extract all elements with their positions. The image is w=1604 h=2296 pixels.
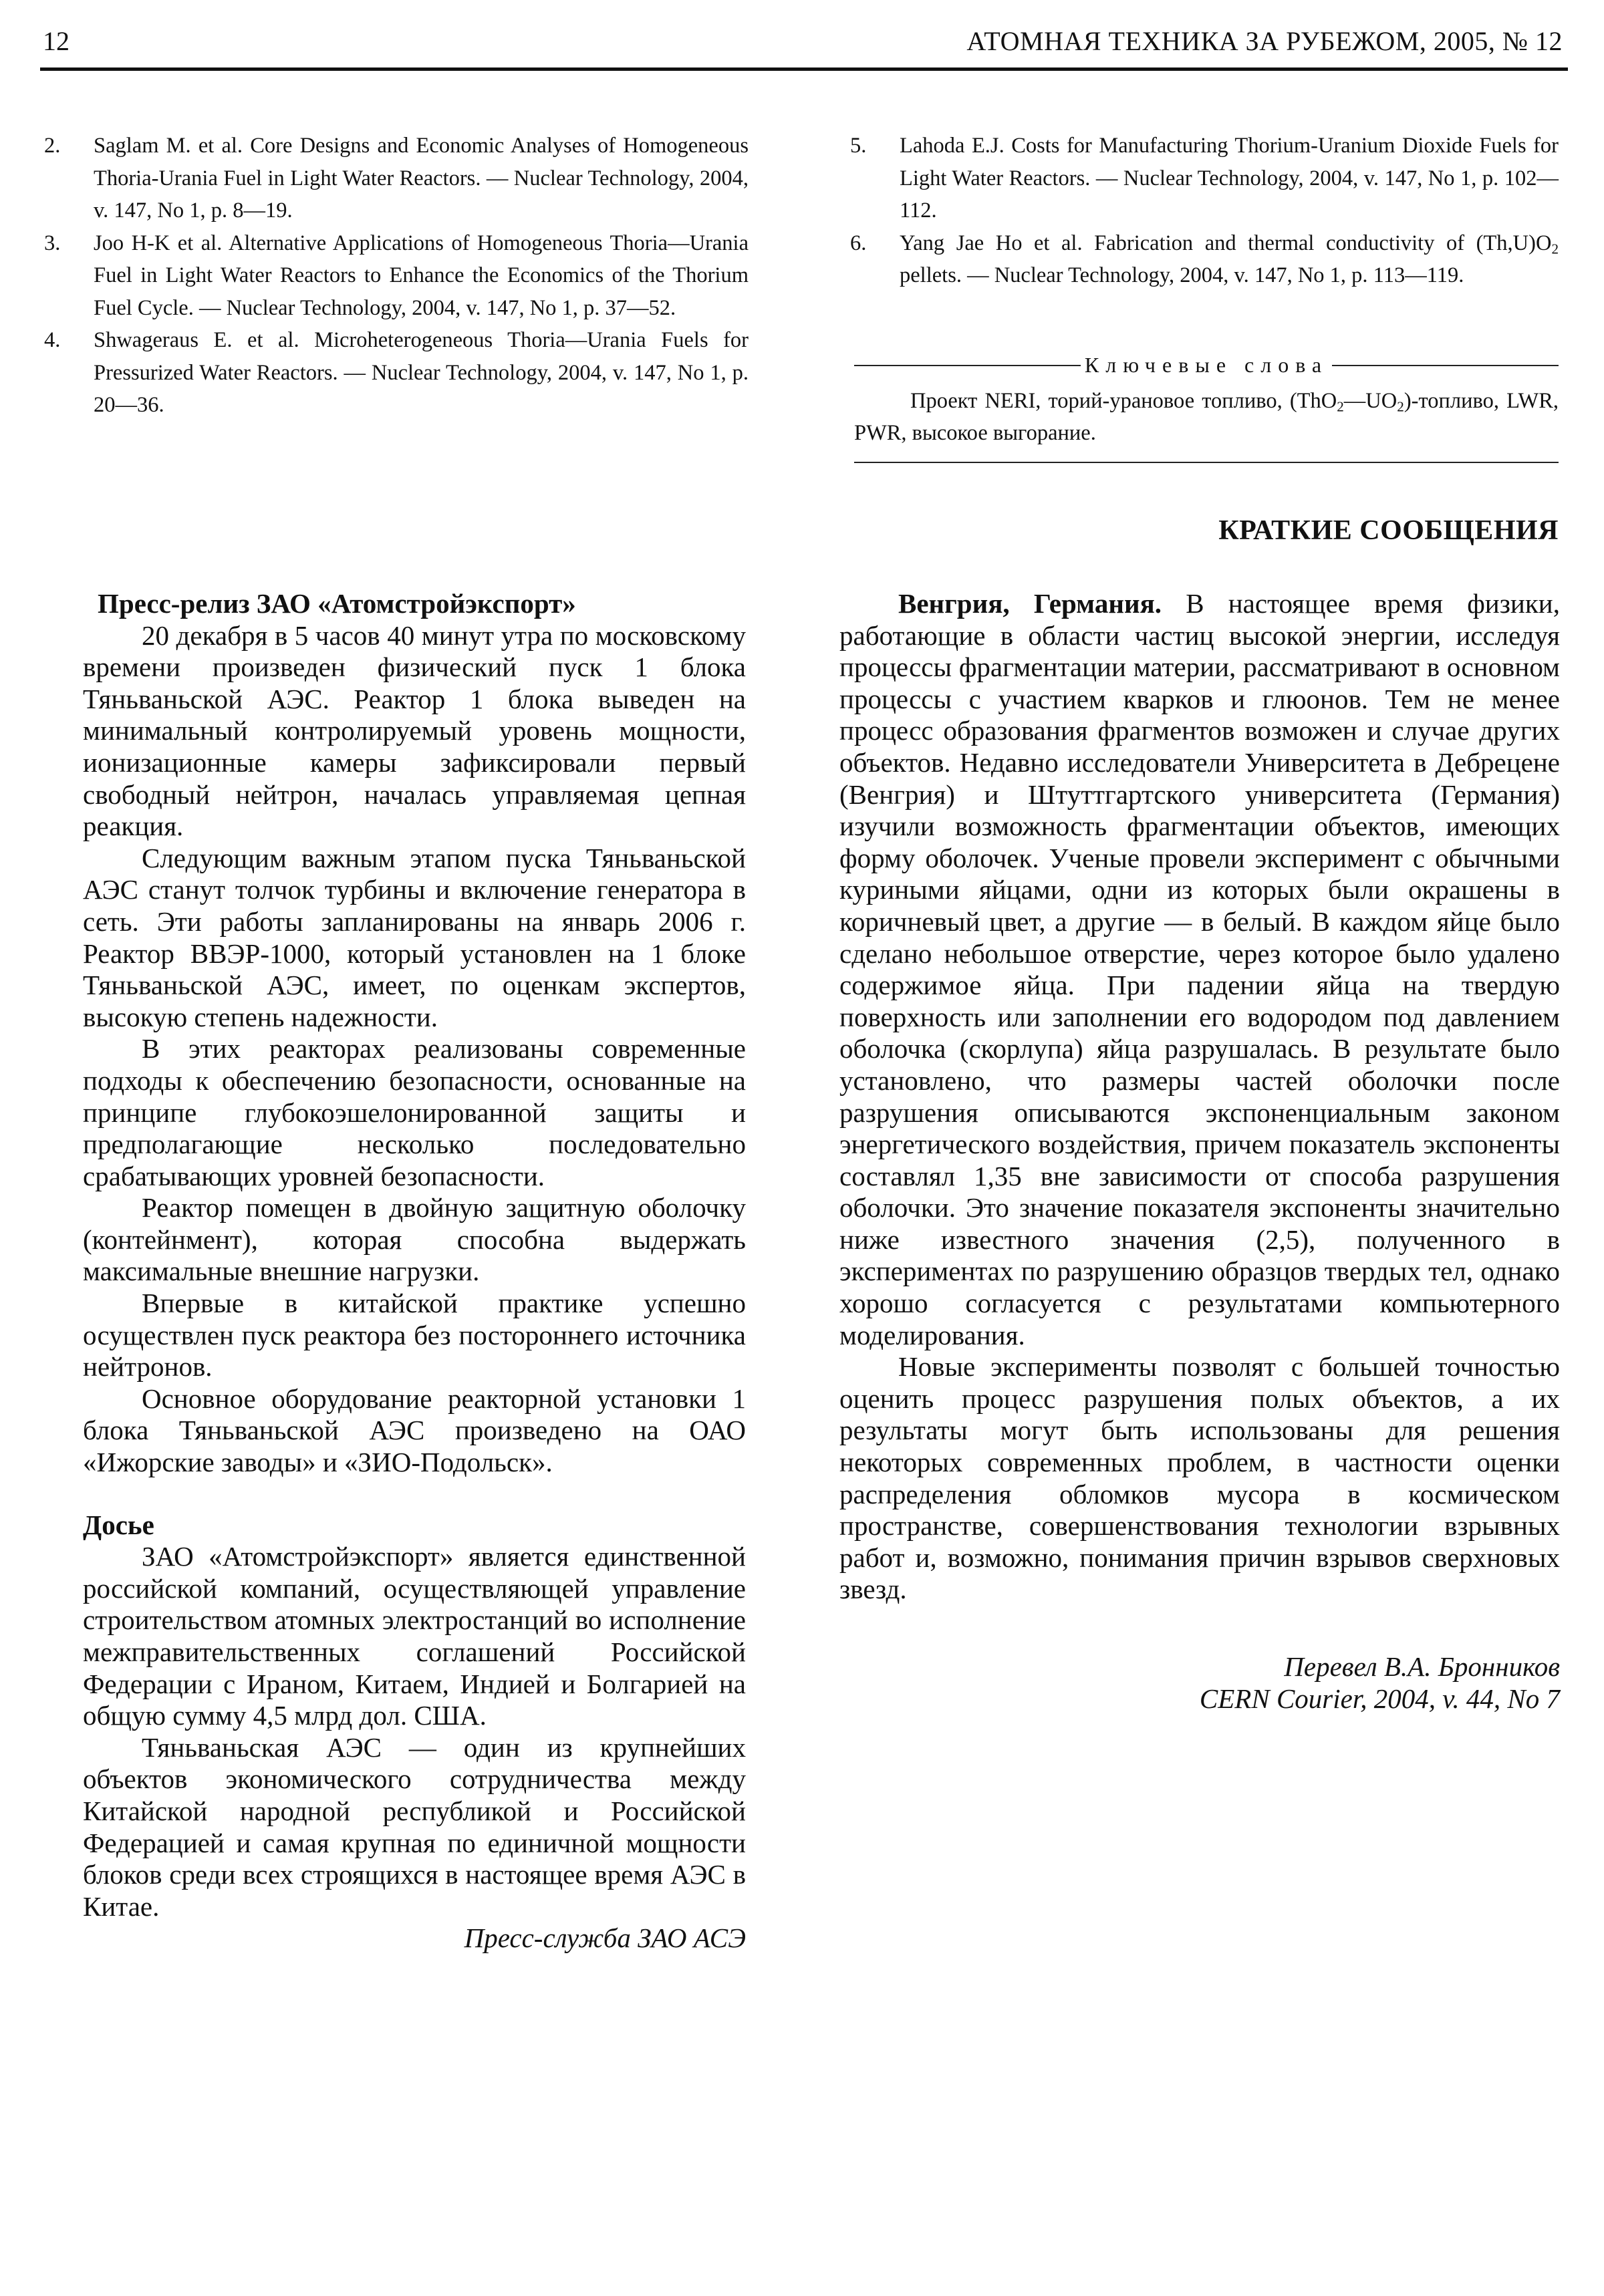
paragraph: В этих реакторах реализованы современные подходы к обеспечению безопасности, основанные на принципе глубокоэшелонированной защиты и предполагающие несколько последовательно срабатывающих уровней безопасности. [83, 1033, 746, 1191]
paragraph: Новые эксперименты позволят с большей точностью оценить процесс разрушения полых объектов, а их результаты могут быть использованы для решения некоторых современных проблем, в частности оценки распределения обломков мусора в космическом пространстве, совершенствования технологии взрывных работ и, возможно, понимания причин взрывов сверхновых звезд. [839, 1351, 1560, 1605]
translator-credit: Перевел В.А. Бронников [1284, 1651, 1560, 1682]
source-credit: CERN Courier, 2004, v. 44, No 7 [1199, 1683, 1560, 1714]
reference-item [44, 227, 749, 325]
reference-text-part: pellets. — Nuclear Technology, 2004, v. 147, No 1, p. 113—119. [900, 263, 1464, 287]
paragraph [839, 588, 1560, 1351]
article-signature: Пресс-служба ЗАО АСЭ [464, 1922, 746, 1954]
brief-news-article [839, 588, 1560, 1715]
reference-text-part: Yang Jae Ho et al. Fabrication and thermal conductivity of (Th,U)O [900, 231, 1552, 255]
keywords-part: —UO [1343, 389, 1397, 413]
keywords-label: Ключевые слова [1084, 353, 1329, 377]
keywords-rule-right [1332, 365, 1559, 366]
dossier-heading: Досье [83, 1509, 154, 1540]
keywords-header [854, 353, 1559, 378]
reference-text: Joo H-K et al. Alternative Applications of Homogeneous Thoria—Urania Fuel in Light Water Reactors to Enhance the Economics of the Thorium Fuel Cycle. — Nuclear Technology, 2004, v. 147, No 1, p. 37—52. [94, 231, 749, 320]
paragraph: Реактор помещен в двойную защитную оболочку (контейнмент), которая способна выдержать максимальные внешние нагрузки. [83, 1192, 746, 1287]
subscript: 2 [1397, 398, 1404, 415]
reference-number: 6. [850, 231, 867, 255]
reference-number: 5. [850, 134, 867, 158]
reference-number: 2. [44, 134, 61, 158]
reference-item [850, 130, 1559, 227]
header-divider [40, 67, 1568, 71]
reference-item [850, 227, 1559, 292]
keywords-rule-left [854, 365, 1081, 366]
paragraph: Основное оборудование реакторной установки 1 блока Тяньваньской АЭС произведено на ОАО «Ижорские заводы» и «ЗИО-Подольск». [83, 1383, 746, 1478]
paragraph: 20 декабря в 5 часов 40 минут утра по московскому времени произведен физический пуск 1 блока Тяньваньской АЭС. Реактор 1 блока выведен на минимальный контролируемый уровень мощности, ионизационные камеры зафиксировали первый свободный нейтрон, началась управляемая цепная реакция. [83, 619, 746, 842]
keywords-bottom-rule [854, 462, 1559, 463]
reference-text: Saglam M. et al. Core Designs and Economic Analyses of Homogeneous Thoria-Urania Fuel in Light Water Reactors. — Nuclear Technology, 2004, v. 147, No 1, p. 8—19. [94, 134, 749, 223]
paragraph-text: В настоящее время физики, работающие в области частиц высокой энергии, исследуя процессы фрагментации материи, рассматривают в основном процессы с участием кварков и глюонов. Тем не менее процесс образования фрагментов возможен и случае других объектов. Недавно исследователи Университета в Дебрецене (Венгрия) и Штуттгартского университета (Германия) изучили возможность фрагментации объектов, имеющих форму оболочек. Ученые провели эксперимент с обычными куриными яйцами, одни из которых были окрашены в коричневый цвет, а другие — в белый. В каждом яйце было сделано небольшое отверстие, через которое было удалено содержимое яйца. При падении яйца на твердую поверхность или заполнении его водородом под давлением оболочка (скорлупа) яйца разрушалась. В результате было установлено, что размеры частей оболочки после разрушения описываются экспоненциальным законом энергетического воздействия, причем показатель экспоненты составлял 1,35 вне зависимости от способа разрушения оболочки. Это значение показателя экспоненты значительно ниже известного значения (2,5), полученного в экспериментах по разрушению образцов твердых тел, однако хорошо согласуется с результатами компьютерного моделирования. [839, 588, 1560, 1350]
article-heading: Пресс-релиз ЗАО «Атомстройэкспорт» [98, 588, 576, 619]
reference-item [44, 130, 749, 227]
subscript: 2 [1551, 240, 1559, 257]
subscript: 2 [1337, 398, 1344, 415]
reference-text: Shwageraus E. et al. Microheterogeneous Thoria—Urania Fuels for Pressurized Water Reactors. — Nuclear Technology, 2004, v. 147, No 1, p. 20—36. [94, 328, 749, 417]
keywords-part: )-топливо, LWR, PWR, высокое выгорание. [854, 389, 1559, 445]
reference-number: 4. [44, 328, 61, 352]
lead-bold: Венгрия, Германия. [898, 588, 1162, 619]
paragraph: Следующим важным этапом пуска Тяньваньской АЭС станут толчок турбины и включение генератора в сеть. Эти работы запланированы на январь 2006 г. Реактор ВВЭР-1000, который установлен на 1 блоке Тяньваньской АЭС, имеет, по оценкам экспертов, высокую степень надежности. [83, 842, 746, 1032]
keywords-part: Проект NERI, торий-урановое топливо, (ThO [910, 389, 1337, 413]
references-left [44, 130, 749, 422]
keywords-text [854, 385, 1559, 449]
reference-text [900, 227, 1559, 292]
reference-text: Lahoda E.J. Costs for Manufacturing Thorium-Uranium Dioxide Fuels for Light Water Reactors. — Nuclear Technology, 2004, v. 147, No 1, p. 102—112. [900, 134, 1559, 223]
press-release-article [83, 588, 746, 1955]
section-title: КРАТКИЕ СООБЩЕНИЯ [1218, 515, 1559, 546]
reference-number: 3. [44, 231, 61, 255]
page-number: 12 [43, 26, 70, 56]
journal-title: АТОМНАЯ ТЕХНИКА ЗА РУБЕЖОМ, 2005, № 12 [966, 26, 1563, 56]
paragraph: ЗАО «Атомстройэкспорт» является единственной российской компаний, осуществляющей управление строительством атомных электростанций во исполнение межправительственных соглашений Российской Федерации с Ираном, Китаем, Индией и Болгарией на общую сумму 4,5 млрд дол. США. [83, 1541, 746, 1731]
paragraph: Впервые в китайской практике успешно осуществлен пуск реактора без постороннего источника нейтронов. [83, 1288, 746, 1383]
references-right [850, 130, 1559, 292]
paragraph: Тяньваньская АЭС — один из крупнейших объектов экономического сотрудничества между Китайской народной республикой и Российской Федерацией и самая крупная по единичной мощности блоков среди всех строящихся в настоящее время АЭС в Китае. [83, 1731, 746, 1922]
reference-item [44, 324, 749, 422]
